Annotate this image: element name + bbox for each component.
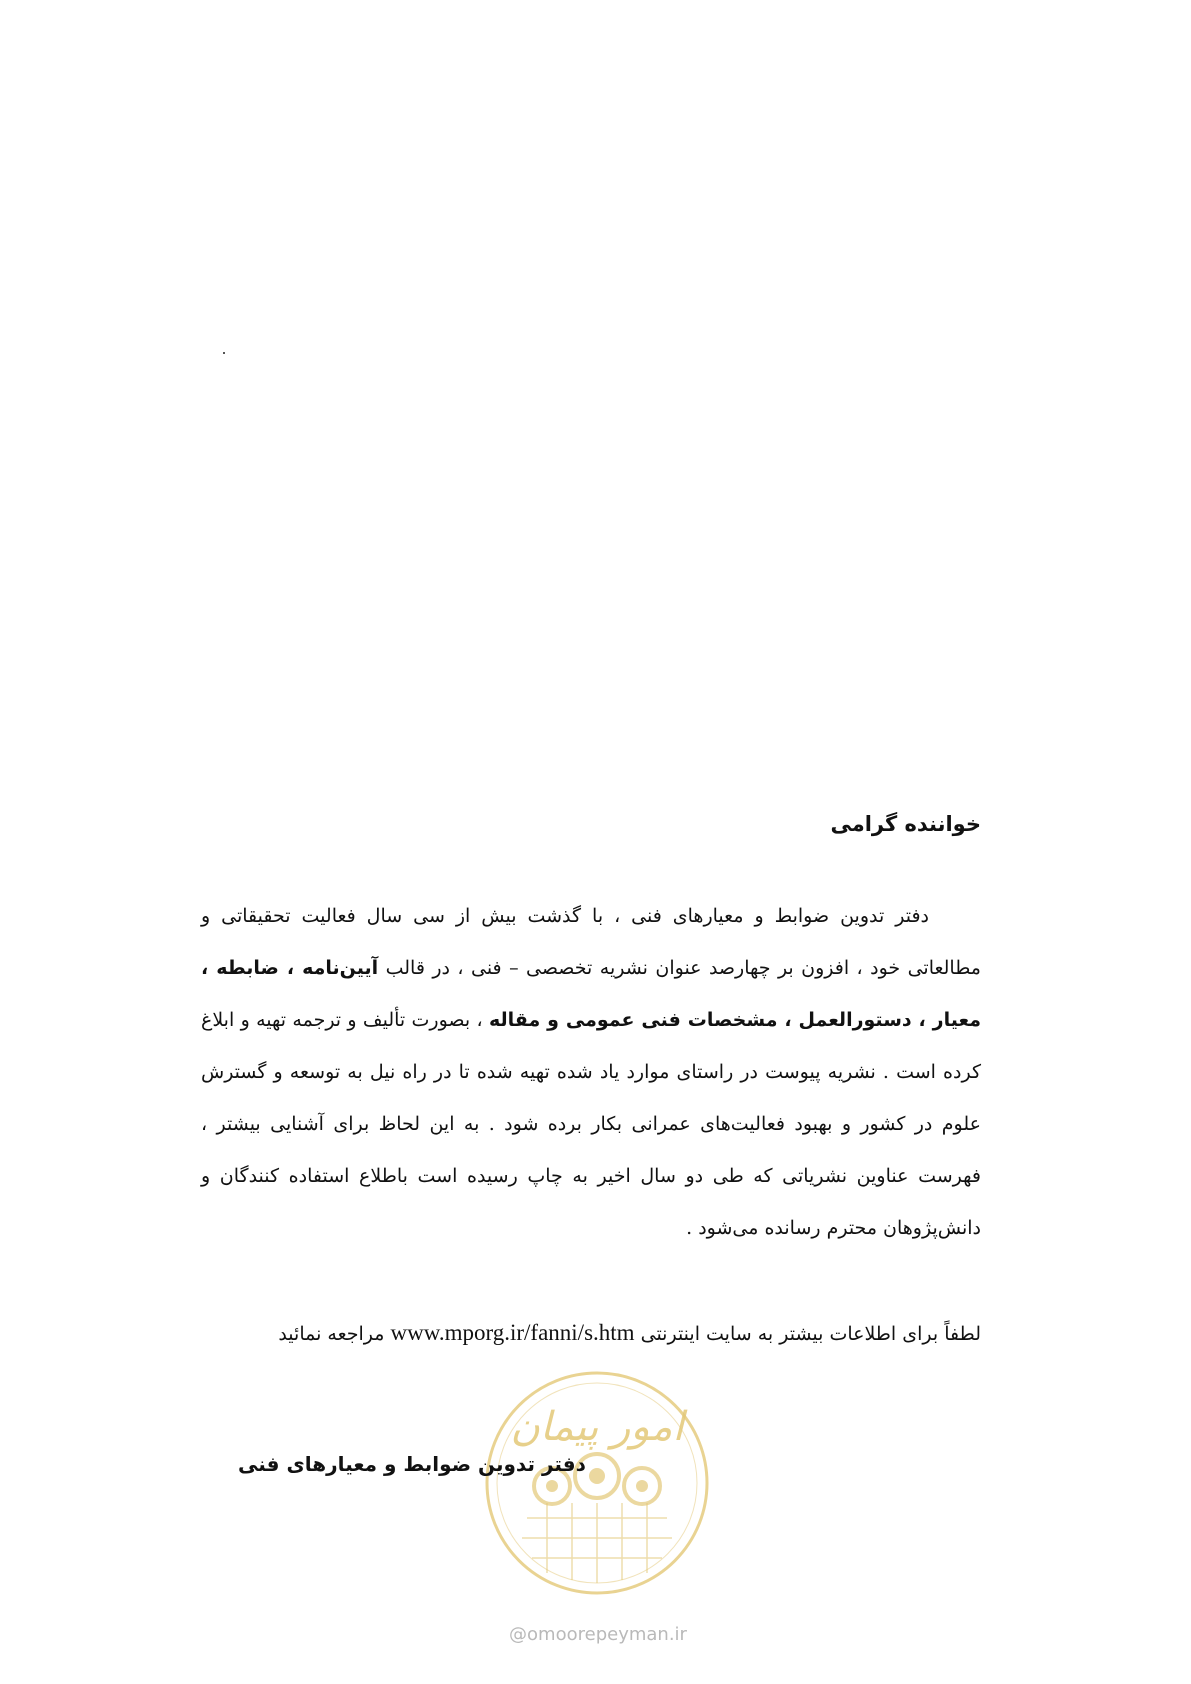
publication-types: آیین‌نامه ، ضابطه ، معیار ، دستورالعمل ، مشخصات فنی عمومی و مقاله xyxy=(201,957,981,1031)
website-suffix: مراجعه نمائید xyxy=(278,1323,385,1345)
signature: دفتر تدوین ضوابط و معیارهای فنی xyxy=(238,1452,586,1476)
website-line xyxy=(201,1320,981,1346)
website-prefix: لطفاً برای اطلاعات بیشتر به سایت اینترنتی xyxy=(640,1323,981,1345)
letter-body xyxy=(201,890,981,1254)
watermark-logo-text: امور پیمان xyxy=(510,1404,684,1450)
scan-speck xyxy=(223,352,225,354)
watermark-seal-icon xyxy=(482,1368,712,1598)
website-url: www.mporg.ir/fanni/s.htm xyxy=(390,1320,635,1345)
body-text-part2: ، بصورت تألیف و ترجمه تهیه و ابلاغ کرده است . نشریه پیوست در راستای موارد یاد شده تهیه شده تا در راه نیل به توسعه و گسترش علوم در کشور و بهبود فعالیت‌های عمرانی بکار برده شود . به این لحاظ برای آشنایی بیشتر ، فهرست عناوین نشریاتی که طی دو سال اخیر به چاپ رسیده است باطلاع استفاده کنندگان و دانش‌پژوهان محترم رسانده می‌شود . xyxy=(201,1009,981,1239)
body-text-part1: دفتر تدوین ضوابط و معیارهای فنی ، با گذشت بیش از سی سال فعالیت تحقیقاتی و مطالعاتی خود ، افزون بر چهارصد عنوان نشریه تخصصی – فنی ، در قالب xyxy=(201,905,981,979)
letter-heading: خواننده گرامی xyxy=(830,812,981,836)
watermark-site: @omoorepeyman.ir xyxy=(509,1624,687,1645)
